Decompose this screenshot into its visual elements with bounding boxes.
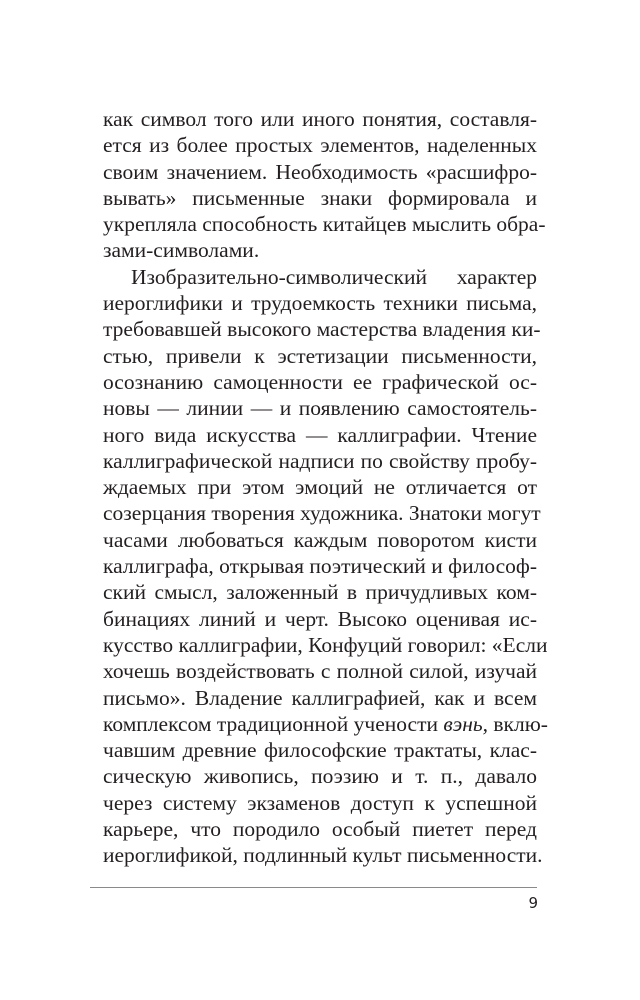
text-line: требовавшей высокого мастерства владения ки- <box>103 317 541 342</box>
text-line: каллиграфа, открывая поэтический и философ- <box>103 554 537 579</box>
text-line: часами любоваться каждым поворотом кисти <box>103 527 537 552</box>
text-line: осознанию самоценности ее графической ос- <box>103 369 537 394</box>
text-line: через систему экзаменов доступ к успешной <box>103 790 537 815</box>
text-line: созерцания творения художника. Знатоки могут <box>103 501 541 526</box>
page-number: 9 <box>528 894 538 912</box>
text-line: ский смысл, заложенный в причудливых ком- <box>103 580 537 605</box>
text-line: карьере, что породило особый пиетет перед <box>103 817 537 842</box>
text-line: иероглифики и трудоемкость техники письма, <box>103 291 537 316</box>
text-line: бинациях линий и черт. Высоко оценивая ис- <box>103 606 537 631</box>
text-line: чавшим древние философские трактаты, клас- <box>103 738 537 763</box>
text-line: как символ того или иного понятия, составля- <box>103 107 537 131</box>
text-line: стью, привели к эстетизации письменности, <box>103 343 537 368</box>
text-line: сическую живопись, поэзию и т. п., давало <box>103 764 537 789</box>
text-segment: вклю- <box>488 711 548 736</box>
text-line: вывать» письменные знаки формировала и <box>103 185 537 210</box>
text-line: укрепляла способность китайцев мыслить обра- <box>103 212 546 237</box>
text-segment: комплексом традиционной учености <box>103 711 444 736</box>
text-line-with-italic <box>103 711 548 737</box>
text-line: зами-символами. <box>103 238 260 263</box>
italic-term: вэнь, <box>443 711 489 736</box>
text-line: хочешь воздействовать с полной силой, изучай <box>103 659 537 684</box>
text-line: иероглификой, подлинный культ письменности. <box>103 843 543 868</box>
paragraph-2 <box>103 264 548 869</box>
text-line: каллиграфической надписи по свойству пробу- <box>103 448 537 473</box>
text-line: новы — линии — и появлению самостоятель- <box>103 396 537 421</box>
text-line: ного вида искусства — каллиграфии. Чтение <box>103 422 537 447</box>
body-text <box>103 106 548 869</box>
text-line: ждаемых при этом эмоций не отличается от <box>103 475 537 500</box>
text-line: письмо». Владение каллиграфией, как и всем <box>103 685 537 710</box>
footer-rule <box>90 887 537 888</box>
paragraph-1 <box>103 106 546 264</box>
text-line: своим значением. Необходимость «расшифро- <box>103 159 537 184</box>
text-line: ется из более простых элементов, наделенных <box>103 133 537 158</box>
text-line: Изобразительно-символический характер <box>131 264 537 289</box>
text-line: кусство каллиграфии, Конфуций говорил: «Если <box>103 632 548 657</box>
